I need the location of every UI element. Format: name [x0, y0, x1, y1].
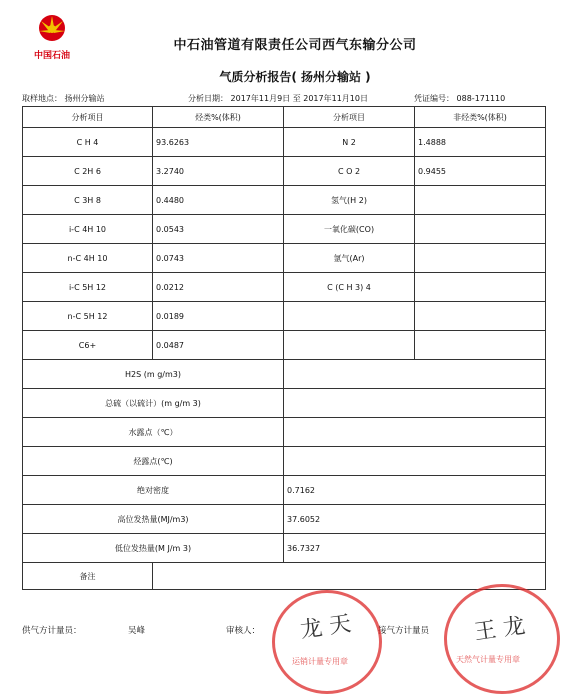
supplier-label: 供气方计量员： [22, 626, 82, 636]
non-hydrocarbon-value [415, 273, 546, 302]
logo-text: 中国石油 [33, 51, 70, 61]
hydrocarbon-item: C6+ [23, 331, 153, 360]
receiver-label: 接气方计量员 [378, 626, 430, 636]
report-title: 气质分析报告( 扬州分输站 ) [219, 70, 371, 84]
non-hydrocarbon-value [415, 302, 546, 331]
property-value: 36.7327 [284, 534, 546, 563]
property-row [23, 418, 546, 447]
non-hydrocarbon-item: C O 2 [284, 157, 415, 186]
header-item: 分析项目 [284, 107, 415, 128]
composition-row [23, 128, 546, 157]
remarks-row [23, 563, 546, 590]
header-non-hydrocarbon: 非烃类%(体积) [415, 107, 546, 128]
hydrocarbon-value: 0.0212 [153, 273, 284, 302]
header-item: 分析项目 [23, 107, 153, 128]
hydrocarbon-value: 3.2740 [153, 157, 284, 186]
hydrocarbon-item: n-C 5H 12 [23, 302, 153, 331]
table-header-row [23, 107, 546, 128]
hydrocarbon-item: C H 4 [23, 128, 153, 157]
non-hydrocarbon-item: N 2 [284, 128, 415, 157]
property-value [284, 389, 546, 418]
property-row [23, 534, 546, 563]
property-row [23, 389, 546, 418]
non-hydrocarbon-item: 氢气(H 2) [284, 186, 415, 215]
hydrocarbon-value: 0.0189 [153, 302, 284, 331]
composition-row [23, 273, 546, 302]
hydrocarbon-item: i-C 4H 10 [23, 215, 153, 244]
hydrocarbon-value: 0.0487 [153, 331, 284, 360]
non-hydrocarbon-item [284, 302, 415, 331]
reviewer-label: 审核人： [226, 626, 261, 636]
right-stamp-text: 天然气计量专用章 [456, 655, 520, 664]
hydrocarbon-item: i-C 5H 12 [23, 273, 153, 302]
property-label: 高位发热量(MJ/m3) [23, 505, 284, 534]
composition-row [23, 331, 546, 360]
property-row [23, 447, 546, 476]
non-hydrocarbon-value [415, 186, 546, 215]
property-label: 绝对密度 [23, 476, 284, 505]
property-value: 0.7162 [284, 476, 546, 505]
property-label: 水露点（℃） [23, 418, 284, 447]
non-hydrocarbon-value: 0.9455 [415, 157, 546, 186]
non-hydrocarbon-value [415, 215, 546, 244]
property-value [284, 360, 546, 389]
property-value: 37.6052 [284, 505, 546, 534]
property-value [284, 418, 546, 447]
non-hydrocarbon-value: 1.4888 [415, 128, 546, 157]
analysis-table [22, 106, 546, 590]
voucher-number: 凭证编号： 088-171110 [414, 94, 506, 103]
supplier-name: 吴峰 [128, 626, 146, 636]
composition-row [23, 215, 546, 244]
left-official-stamp [272, 590, 382, 694]
non-hydrocarbon-item: C (C H 3) 4 [284, 273, 415, 302]
left-stamp-text: 运销计量专用章 [292, 657, 348, 666]
property-label: 总硫（以硫计）(m g/m 3) [23, 389, 284, 418]
property-label: H2S (m g/m3) [23, 360, 284, 389]
composition-row [23, 186, 546, 215]
non-hydrocarbon-value [415, 244, 546, 273]
hydrocarbon-value: 0.0743 [153, 244, 284, 273]
sampling-site: 取样地点： 扬州分输站 [22, 94, 105, 103]
company-name: 中石油管道有限责任公司西气东输分公司 [173, 38, 417, 53]
remarks-label: 备注 [23, 563, 153, 590]
left-signature: 龙 天 [298, 611, 353, 644]
header-hydrocarbon: 烃类%(体积) [153, 107, 284, 128]
right-signature: 王 龙 [472, 613, 527, 646]
property-value [284, 447, 546, 476]
property-label: 烃露点(℃) [23, 447, 284, 476]
property-row [23, 360, 546, 389]
property-row [23, 476, 546, 505]
property-label: 低位发热量(M J/m 3) [23, 534, 284, 563]
non-hydrocarbon-item: 氩气(Ar) [284, 244, 415, 273]
hydrocarbon-item: n-C 4H 10 [23, 244, 153, 273]
non-hydrocarbon-item: 一氧化碳(CO) [284, 215, 415, 244]
petrochina-logo [22, 10, 82, 62]
hydrocarbon-item: C 3H 8 [23, 186, 153, 215]
composition-row [23, 302, 546, 331]
non-hydrocarbon-value [415, 331, 546, 360]
analysis-date: 分析日期： 2017年11月9日 至 2017年11月10日 [188, 94, 368, 103]
hydrocarbon-value: 0.0543 [153, 215, 284, 244]
composition-row [23, 157, 546, 186]
composition-row [23, 244, 546, 273]
hydrocarbon-item: C 2H 6 [23, 157, 153, 186]
hydrocarbon-value: 0.4480 [153, 186, 284, 215]
hydrocarbon-value: 93.6263 [153, 128, 284, 157]
non-hydrocarbon-item [284, 331, 415, 360]
property-row [23, 505, 546, 534]
